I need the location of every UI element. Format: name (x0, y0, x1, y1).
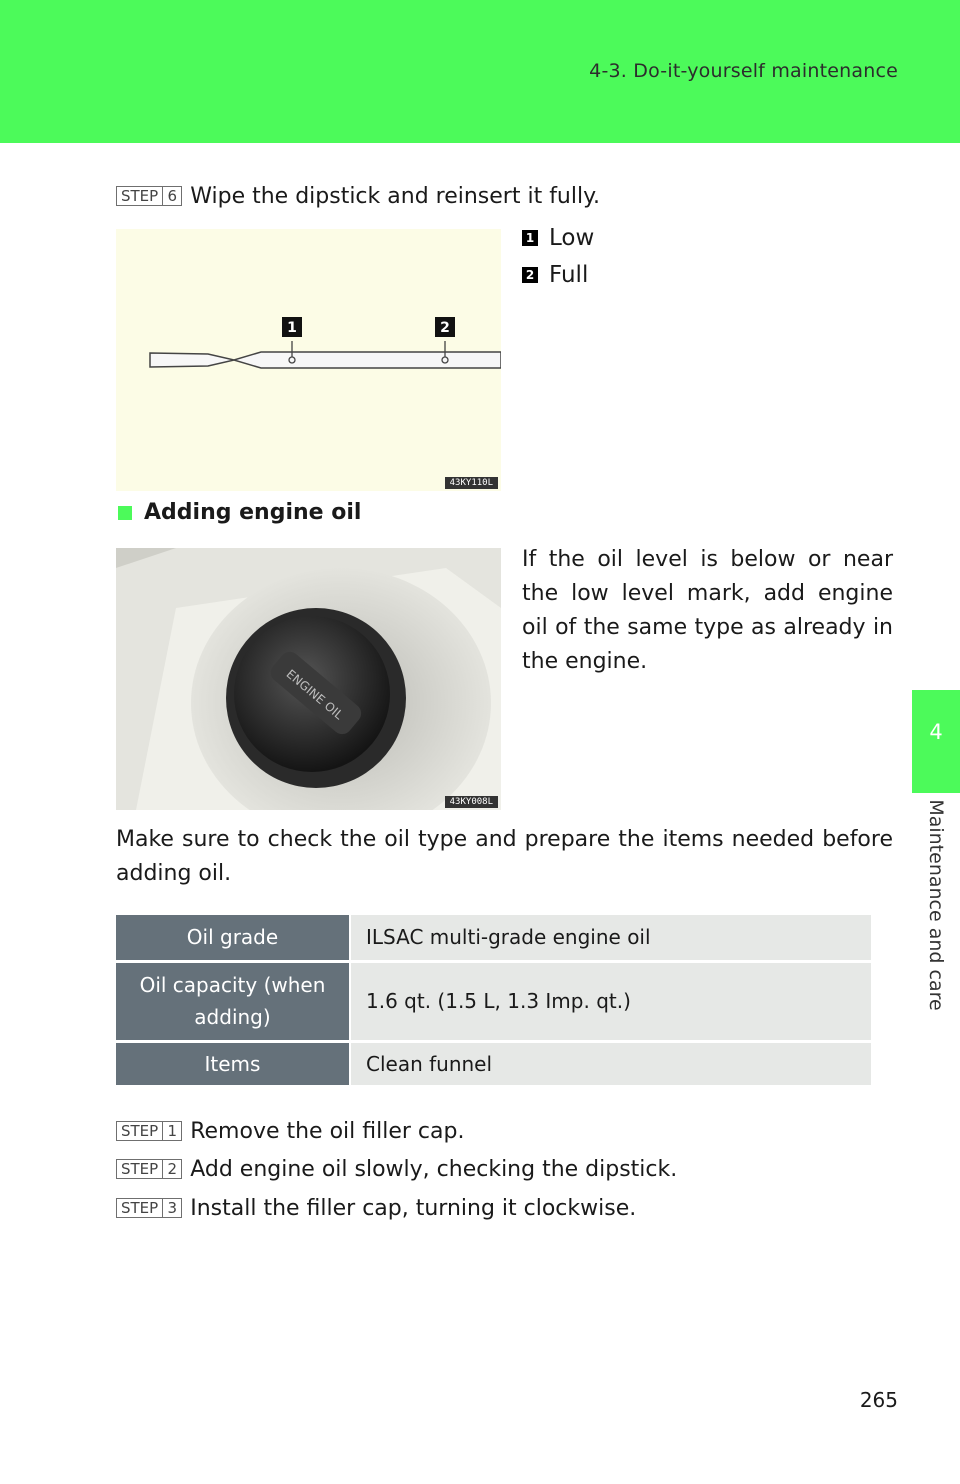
callout-label: Full (549, 262, 589, 288)
marker-1: 1 (522, 230, 538, 246)
callout-label: Low (549, 225, 595, 251)
table-row (116, 1041, 871, 1086)
figure-code: 43KY008L (445, 796, 498, 808)
dipstick-figure (116, 229, 501, 491)
chapter-tab[interactable] (912, 690, 960, 793)
step-6 (116, 182, 600, 210)
dipstick-illustration (116, 229, 501, 491)
table-header-cell: Items (116, 1041, 350, 1086)
section-heading: Adding engine oil (118, 500, 361, 525)
table-value-cell: Clean funnel (350, 1041, 871, 1086)
figure-code: 43KY110L (445, 477, 498, 489)
section-title: 4-3. Do-it-yourself maintenance (589, 60, 898, 82)
step-2 (116, 1155, 677, 1183)
table-row (116, 961, 871, 1041)
oil-spec-table (116, 915, 871, 1088)
oil-cap-figure (116, 548, 501, 810)
table-header-cell: Oil capacity (when adding) (116, 961, 350, 1041)
cap-text: ENGINE OIL (283, 666, 346, 723)
step-text: Remove the oil filler cap. (190, 1118, 465, 1144)
step-1 (116, 1117, 464, 1145)
marker-2: 2 (522, 267, 538, 283)
oil-cap-illustration (116, 548, 501, 810)
step-text: Wipe the dipstick and reinsert it fully. (190, 183, 600, 209)
chapter-label: Maintenance and care (925, 799, 947, 1011)
full-marker-label: 2 (440, 320, 450, 336)
callout-low (522, 225, 594, 251)
step-3 (116, 1194, 636, 1222)
step-badge: STEP 3 (116, 1198, 182, 1218)
preparation-text: Make sure to check the oil type and prepare the items needed before adding oil. (116, 827, 893, 886)
step-badge: STEP 1 (116, 1121, 182, 1141)
step-text: Add engine oil slowly, checking the dipstick. (190, 1156, 678, 1182)
table-header-cell: Oil grade (116, 915, 350, 961)
step-text: Install the filler cap, turning it clockwise. (190, 1195, 637, 1221)
callout-full (522, 262, 588, 288)
low-marker-label: 1 (287, 320, 297, 336)
step-badge: STEP 2 (116, 1159, 182, 1179)
chapter-number: 4 (929, 720, 943, 744)
table-value-cell: 1.6 qt. (1.5 L, 1.3 Imp. qt.) (350, 961, 871, 1041)
table-row (116, 915, 871, 961)
page-number: 265 (859, 1388, 898, 1412)
oil-level-description: If the oil level is below or near the low level mark, add engine oil of the same type as already in the engine. (522, 547, 893, 674)
heading-square-icon (118, 506, 132, 520)
step-badge: STEP 6 (116, 186, 182, 206)
table-value-cell: ILSAC multi-grade engine oil (350, 915, 871, 961)
